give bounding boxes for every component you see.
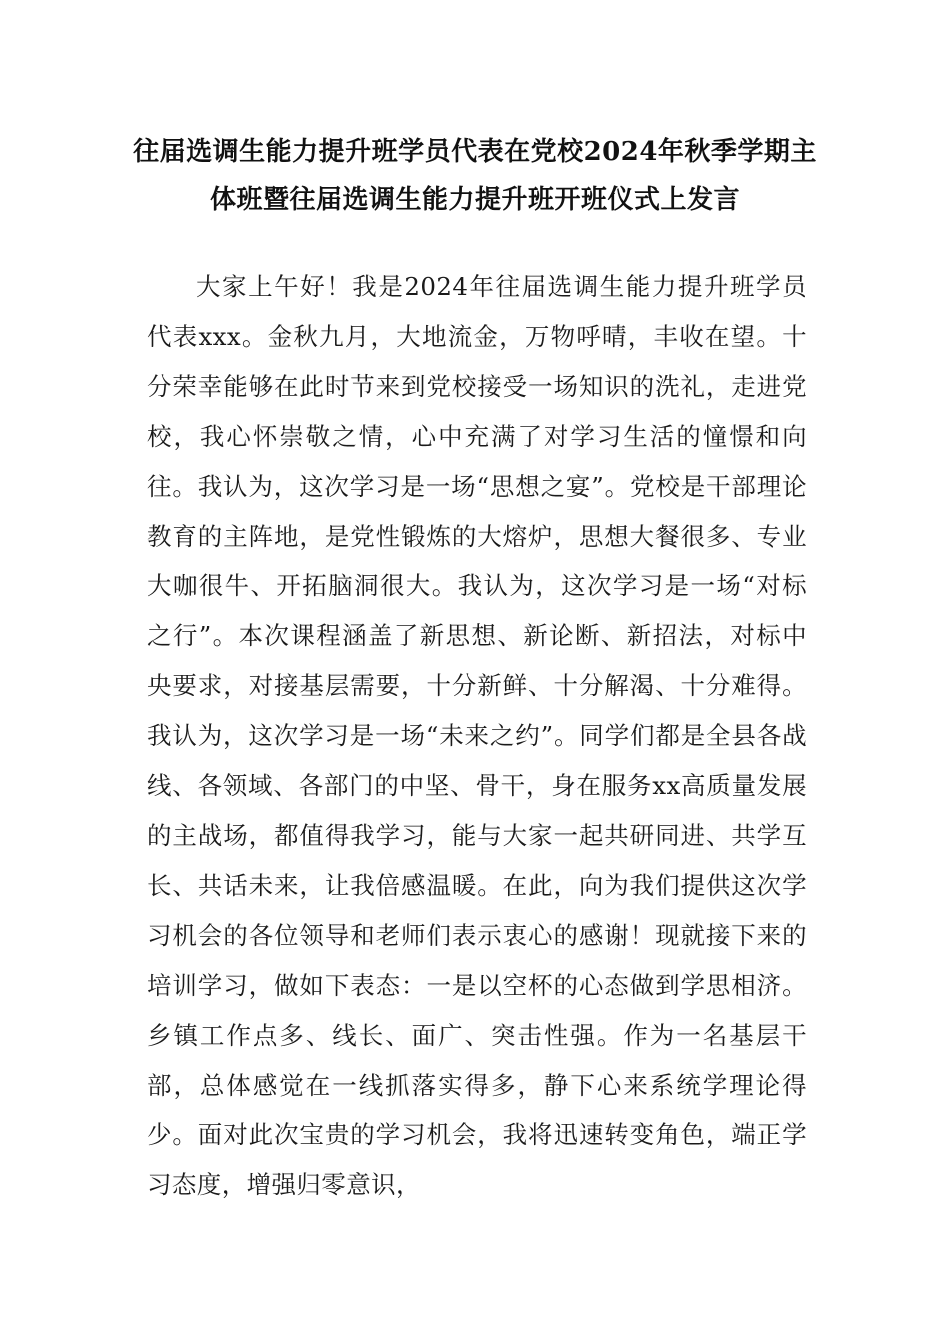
body-paragraph: 大家上午好！我是2024年往届选调生能力提升班学员代表xxx。金秋九月，大地流金，万物呼晴，丰收在望。十分荣幸能够在此时节来到党校接受一场知识的洗礼，走进党校，我心怀崇敬之情，心中充满了对学习生活的憧憬和向往。我认为，这次学习是一场“思想之宴”。党校是干部理论教育的主阵地，是党性锻炼的大熔炉，思想大餐很多、专业大咖很牛、开拓脑洞很大。我认为，这次学习是一场“对标之行”。本次课程涵盖了新思想、新论断、新招法，对标中央要求，对接基层需要，十分新鲜、十分解渴、十分难得。我认为，这次学习是一场“未来之约”。同学们都是全县各战线、各领域、各部门的中坚、骨干，身在服务xx高质量发展的主战场，都值得我学习，能与大家一起共研同进、共学互长、共话未来，让我倍感温暖。在此，向为我们提供这次学习机会的各位领导和老师们表示衷心的感谢！现就接下来的培训学习，做如下表态：一是以空杯的心态做到学思相济。乡镇工作点多、线长、面广、突击性强。作为一名基层干部，总体感觉在一线抓落实得多，静下心来系统学理论得少。面对此次宝贵的学习机会，我将迅速转变角色，端正学习态度，增强归零意识， (147, 272, 807, 1200)
document-title: 往届选调生能力提升班学员代表在党校2024年秋季学期主体班暨往届选调生能力提升班开班仪式上发言 (133, 137, 817, 215)
